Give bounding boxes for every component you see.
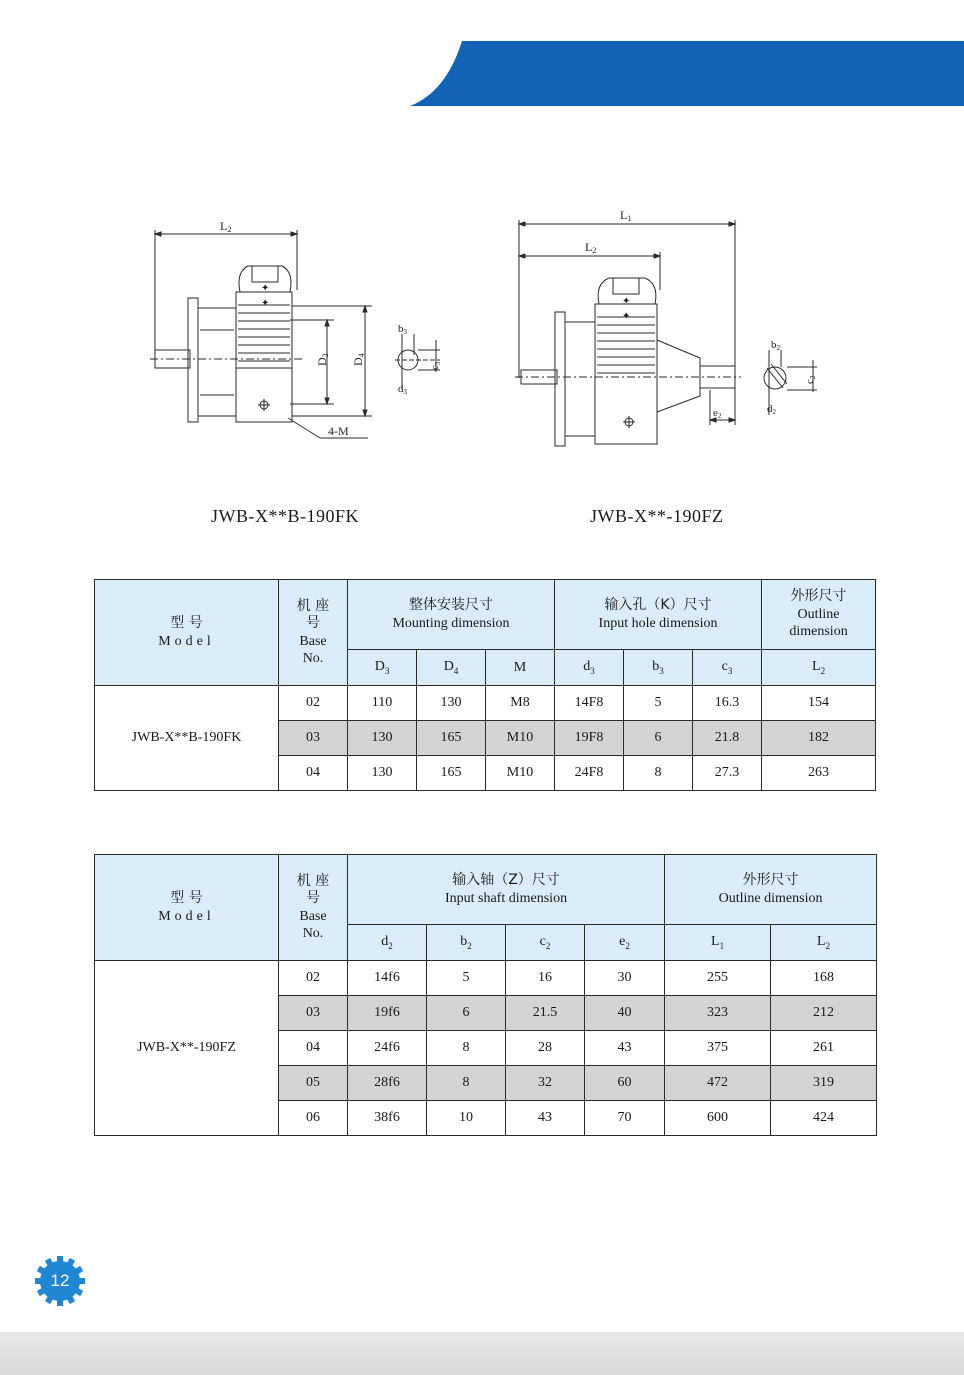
cell: 60 [585, 1066, 665, 1101]
cell: 261 [771, 1031, 877, 1066]
cell: 182 [762, 721, 876, 756]
cell: 130 [417, 686, 486, 721]
cell: 263 [762, 756, 876, 791]
drawing-fk [140, 210, 460, 460]
model-cell: JWB-X**-190FZ [95, 961, 279, 1136]
header-base: 机 座 号 Base No. [279, 580, 348, 686]
header-model: 型 号 Model [95, 855, 279, 961]
cell: 30 [585, 961, 665, 996]
cell: 6 [624, 721, 693, 756]
header-input-hole: 输入孔（K）尺寸 Input hole dimension [555, 580, 762, 650]
cell: M10 [486, 721, 555, 756]
base-cell: 03 [279, 996, 348, 1031]
cell: 323 [665, 996, 771, 1031]
svg-text:✦: ✦ [261, 283, 270, 294]
cell: 8 [624, 756, 693, 791]
svg-text:✦: ✦ [622, 311, 631, 322]
cell: 375 [665, 1031, 771, 1066]
col-small-d3: $d_3$ [555, 650, 624, 686]
header-base: 机 座 号 Base No. [279, 855, 348, 961]
col-d4: $D_4$ [417, 650, 486, 686]
dim-4m-label: 4-M [328, 424, 349, 438]
cell: 10 [427, 1101, 506, 1136]
dim-d3-label: D3 [315, 353, 330, 366]
cell: 154 [762, 686, 876, 721]
dim-sd3-label: d3 [398, 383, 407, 396]
cell: 8 [427, 1066, 506, 1101]
col-e2: $e_2$ [585, 925, 665, 961]
cell: 600 [665, 1101, 771, 1136]
base-cell: 03 [279, 721, 348, 756]
cell: 110 [348, 686, 417, 721]
base-cell: 06 [279, 1101, 348, 1136]
cell: 5 [427, 961, 506, 996]
dim-l2-label: L2 [220, 219, 232, 234]
caption-fz: JWB-X**-190FZ [590, 506, 724, 526]
col-d2: $d_2$ [348, 925, 427, 961]
dim-d4-label: D4 [351, 353, 366, 366]
dim-c3-label: c3 [429, 361, 442, 370]
cell: 40 [585, 996, 665, 1031]
cell: 28f6 [348, 1066, 427, 1101]
cell: 212 [771, 996, 877, 1031]
cell: M8 [486, 686, 555, 721]
cell: 8 [427, 1031, 506, 1066]
caption-fk: JWB-X**B-190FK [211, 506, 360, 526]
cell: 21.8 [693, 721, 762, 756]
cell: 424 [771, 1101, 877, 1136]
col-c3: $c_3$ [693, 650, 762, 686]
svg-text:✦: ✦ [261, 298, 270, 309]
cell: 70 [585, 1101, 665, 1136]
cell: 16 [506, 961, 585, 996]
dim-b2-label: b2 [771, 339, 780, 352]
col-d3: $D_3$ [348, 650, 417, 686]
table-fz [94, 854, 877, 1136]
cell: 319 [771, 1066, 877, 1101]
header-outline: 外形尺寸 Outline dimension [762, 580, 876, 650]
header-model: 型 号 Model [95, 580, 279, 686]
cell: 165 [417, 721, 486, 756]
svg-text:✦: ✦ [622, 296, 631, 307]
cell: 472 [665, 1066, 771, 1101]
dim-c2-label: c2 [804, 375, 817, 384]
page-number-badge [34, 1255, 86, 1307]
cell: 43 [585, 1031, 665, 1066]
cell: 43 [506, 1101, 585, 1136]
col-b2: $b_2$ [427, 925, 506, 961]
cell: 24f6 [348, 1031, 427, 1066]
header-banner [0, 0, 964, 110]
base-cell: 04 [279, 756, 348, 791]
dim-d2-label: d2 [767, 403, 776, 416]
drawing-fz [505, 200, 835, 460]
cell: 5 [624, 686, 693, 721]
cell: M10 [486, 756, 555, 791]
cell: 168 [771, 961, 877, 996]
cell: 24F8 [555, 756, 624, 791]
cell: 19f6 [348, 996, 427, 1031]
table-row [95, 686, 876, 721]
base-cell: 02 [279, 686, 348, 721]
cell: 21.5 [506, 996, 585, 1031]
base-cell: 05 [279, 1066, 348, 1101]
col-l2: $L_2$ [762, 650, 876, 686]
page-number: 12 [50, 1271, 70, 1290]
cell: 165 [417, 756, 486, 791]
base-cell: 04 [279, 1031, 348, 1066]
cell: 255 [665, 961, 771, 996]
col-l2: $L_2$ [771, 925, 877, 961]
col-b3: $b_3$ [624, 650, 693, 686]
cell: 130 [348, 756, 417, 791]
bottom-strip [0, 1332, 964, 1375]
header-mounting: 整体安装尺寸 Mounting dimension [348, 580, 555, 650]
cell: 28 [506, 1031, 585, 1066]
table-row [95, 961, 877, 996]
cell: 130 [348, 721, 417, 756]
cell: 19F8 [555, 721, 624, 756]
cell: 38f6 [348, 1101, 427, 1136]
cell: 6 [427, 996, 506, 1031]
col-l1: $L_1$ [665, 925, 771, 961]
cell: 16.3 [693, 686, 762, 721]
cell: 27.3 [693, 756, 762, 791]
col-c2: $c_2$ [506, 925, 585, 961]
model-cell: JWB-X**B-190FK [95, 686, 279, 791]
dim-e2-label: e2 [713, 407, 722, 420]
dim-l1-label: L1 [620, 208, 632, 223]
cell: 14f6 [348, 961, 427, 996]
dim-b3-label: b3 [398, 323, 407, 336]
cell: 32 [506, 1066, 585, 1101]
base-cell: 02 [279, 961, 348, 996]
cell: 14F8 [555, 686, 624, 721]
dim-l2b-label: L2 [585, 240, 597, 255]
header-outline: 外形尺寸 Outline dimension [665, 855, 877, 925]
header-input-shaft: 输入轴（Z）尺寸 Input shaft dimension [348, 855, 665, 925]
col-m: M [486, 650, 555, 686]
table-fk [94, 579, 876, 791]
